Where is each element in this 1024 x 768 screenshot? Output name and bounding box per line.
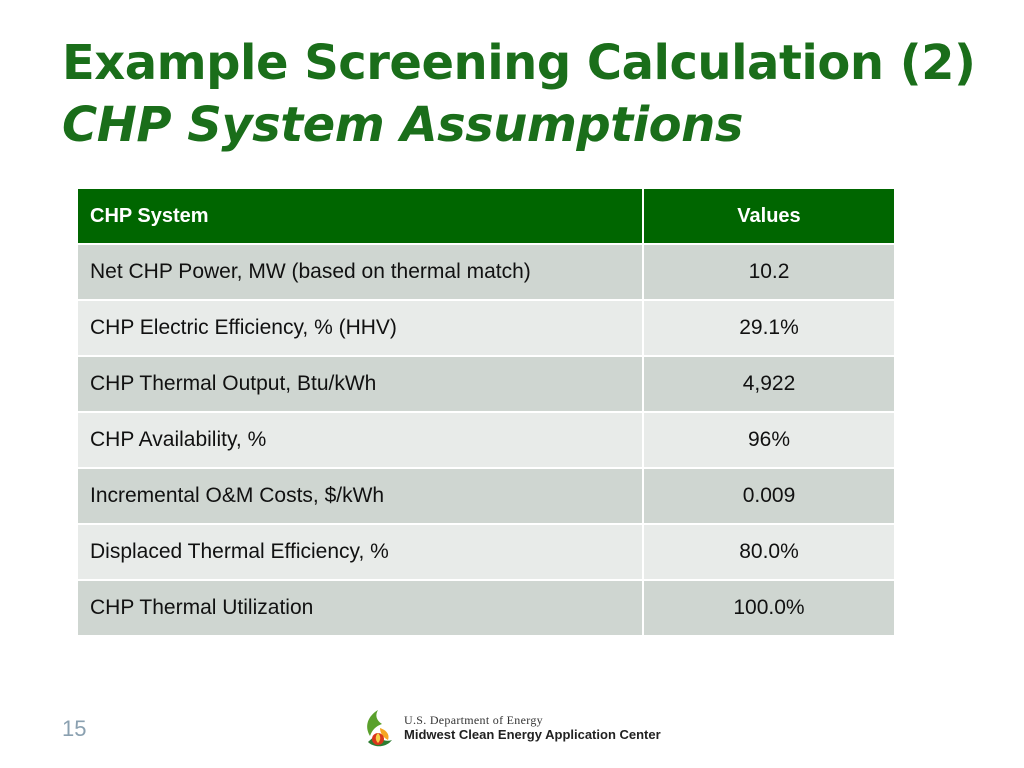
title-subtitle: CHP System Assumptions [62, 97, 743, 153]
table-row [77, 300, 895, 356]
row-value: 80.0% [643, 524, 895, 580]
table-row [77, 356, 895, 412]
row-value: 100.0% [643, 580, 895, 636]
row-label: CHP Electric Efficiency, % (HHV) [77, 300, 643, 356]
slide-title [62, 32, 975, 156]
row-label: CHP Thermal Output, Btu/kWh [77, 356, 643, 412]
table-row [77, 468, 895, 524]
row-value: 96% [643, 412, 895, 468]
table-header-row [77, 188, 895, 244]
table-row [77, 524, 895, 580]
table-row [77, 244, 895, 300]
row-label: Incremental O&M Costs, $/kWh [77, 468, 643, 524]
table-row [77, 412, 895, 468]
row-value: 10.2 [643, 244, 895, 300]
table-row [77, 580, 895, 636]
column-header-chp-system: CHP System [77, 188, 643, 244]
row-value: 4,922 [643, 356, 895, 412]
title-main: Example Screening Calculation (2) [62, 35, 976, 91]
center-name: Midwest Clean Energy Application Center [404, 727, 661, 742]
row-label: Net CHP Power, MW (based on thermal match) [77, 244, 643, 300]
row-value: 29.1% [643, 300, 895, 356]
column-header-values: Values [643, 188, 895, 244]
slide-page-number: 15 [62, 716, 87, 741]
row-label: Displaced Thermal Efficiency, % [77, 524, 643, 580]
row-label: CHP Availability, % [77, 412, 643, 468]
row-label: CHP Thermal Utilization [77, 580, 643, 636]
doe-logo [360, 706, 661, 750]
doe-flame-leaf-icon [360, 706, 396, 750]
department-name: U.S. Department of Energy [404, 713, 543, 727]
row-value: 0.009 [643, 468, 895, 524]
chp-assumptions-table [76, 187, 896, 637]
